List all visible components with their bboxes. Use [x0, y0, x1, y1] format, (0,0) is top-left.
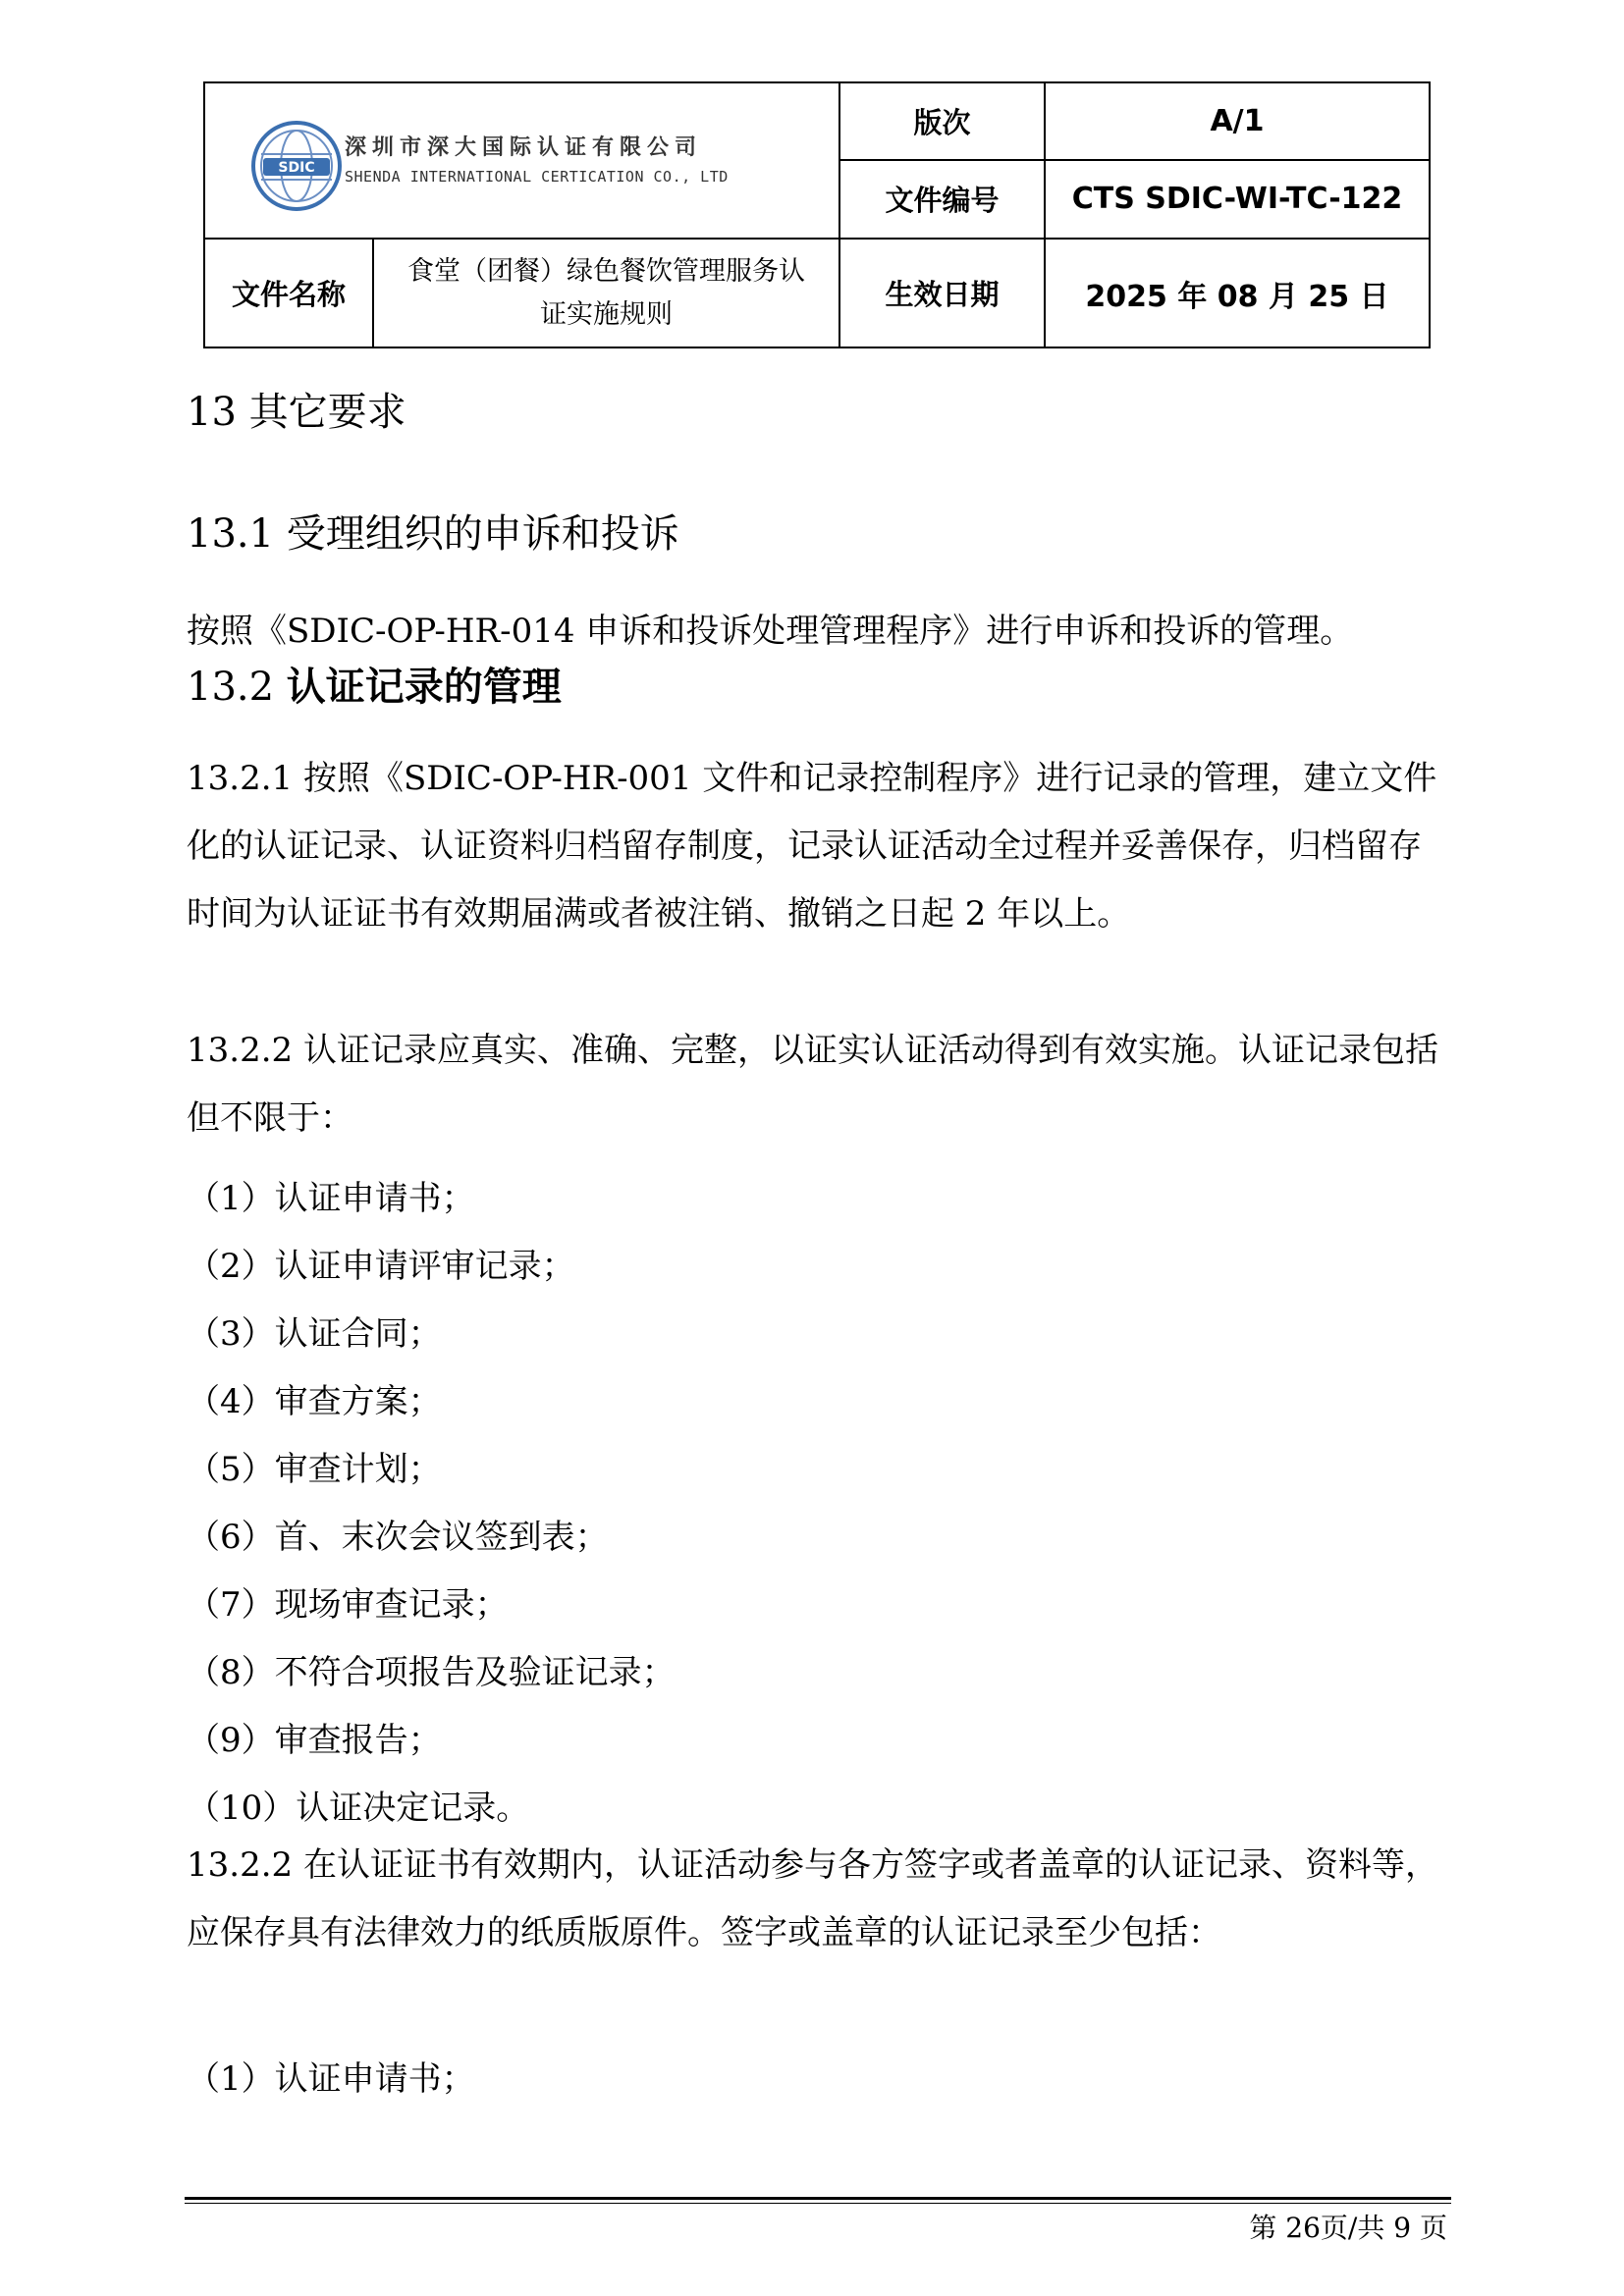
list-item: （9）审查报告； [187, 1721, 442, 1760]
footer-divider-thin [185, 2203, 1451, 2204]
list-item: （2）认证申请评审记录； [187, 1247, 575, 1286]
docno-value: CTS SDIC-WI-TC-122 [1045, 160, 1430, 240]
list-item: （8）不符合项报告及验证记录； [187, 1653, 676, 1692]
list-item: （1）认证申请书； [187, 1179, 475, 1218]
globe-logo-icon [249, 119, 344, 213]
paragraph-13-2-2: 13.2.2 认证记录应真实、准确、完整，以证实认证活动得到有效实施。认证记录包括但不限于： [187, 1031, 1438, 1138]
header-table [203, 81, 1431, 348]
filename-label: 文件名称 [204, 239, 373, 347]
logo-text: SDIC [278, 160, 315, 176]
filename-value [373, 239, 839, 347]
list-item: （10）认证决定记录。 [187, 1789, 530, 1828]
paragraph-13-2-1: 13.2.1 按照《SDIC-OP-HR-001 文件和记录控制程序》进行记录的管理，建立文件化的认证记录、认证资料归档留存制度，记录认证活动全过程并妥善保存，归档留存时间为认证证书有效期届满或者被注销、撤销之日起 2 年以上。 [187, 759, 1437, 934]
version-label: 版次 [839, 82, 1045, 160]
list-item: （4）审查方案； [187, 1382, 442, 1421]
effective-label: 生效日期 [839, 239, 1045, 347]
version-value: A/1 [1045, 82, 1430, 160]
list-item: （7）现场审查记录； [187, 1585, 509, 1625]
filename-line1: 食堂（团餐）绿色餐饮管理服务认 [407, 255, 805, 287]
section-13-heading: 13 其它要求 [187, 390, 406, 435]
page-number: 第 26页/共 9 页 [1249, 2212, 1447, 2244]
section-13-1-heading: 13.1 受理组织的申诉和投诉 [187, 511, 679, 557]
section-13-1-paragraph: 按照《SDIC-OP-HR-014 申诉和投诉处理管理程序》进行申诉和投诉的管理。 [187, 612, 1354, 651]
filename-line2: 证实施规则 [540, 298, 673, 330]
logo-cell [204, 82, 839, 239]
list-item: （6）首、末次会议签到表； [187, 1518, 609, 1557]
section-13-2-number: 13.2 [187, 665, 275, 710]
list-item: （1）认证申请书； [187, 2059, 475, 2099]
effective-value: 2025 年 08 月 25 日 [1045, 239, 1430, 347]
company-name-cn: 深圳市深大国际认证有限公司 [345, 135, 703, 160]
section-13-2-title: 认证记录的管理 [286, 664, 562, 710]
docno-label: 文件编号 [839, 160, 1045, 240]
section-13-2-heading [187, 656, 562, 712]
footer-divider [185, 2197, 1451, 2200]
list-item: （5）审查计划； [187, 1450, 442, 1489]
list-item: （3）认证合同； [187, 1314, 442, 1354]
paragraph-13-2-2b: 13.2.2 在认证证书有效期内，认证活动参与各方签字或者盖章的认证记录、资料等，应保存具有法律效力的纸质版原件。签字或盖章的认证记录至少包括： [187, 1845, 1438, 1952]
company-name-en: SHENDA INTERNATIONAL CERTICATION CO., LTD [345, 168, 729, 186]
